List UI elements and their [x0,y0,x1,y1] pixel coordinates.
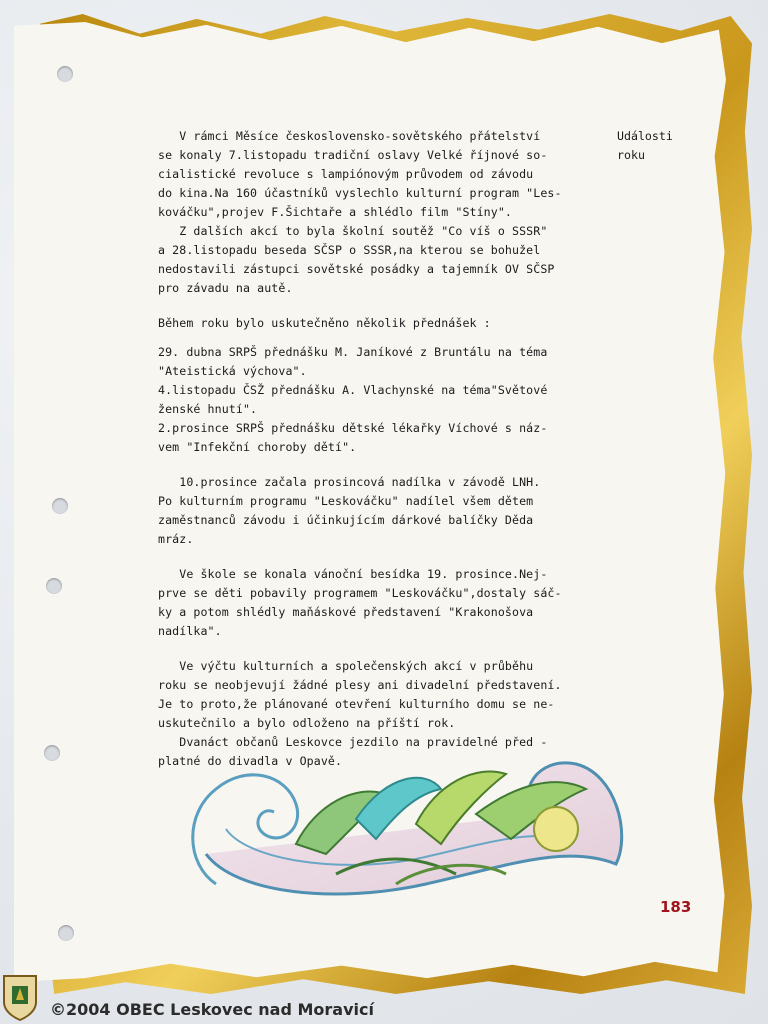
punch-hole [52,498,68,514]
margin-note [617,127,707,165]
text-line: mráz. [158,532,194,546]
footer [0,994,768,1024]
text-line: uskutečnilo a bylo odloženo na příští rok. [158,716,456,730]
text-line: ženské hnutí". [158,402,258,416]
punch-hole [57,66,73,82]
text-line: Je to proto,že plánované otevření kulturního domu se ne- [158,697,555,711]
text-line: Po kulturním programu "Leskováčku" nadílel všem dětem [158,494,534,508]
text-line: se konaly 7.listopadu tradiční oslavy Velké říjnové so- [158,148,548,162]
text-line: pro závadu na autě. [158,281,293,295]
decorative-scroll-ornament [176,734,636,916]
text-line: 2.prosince SRPŠ přednášku dětské lékařky Víchové s náz- [158,421,548,435]
text-line: do kina.Na 160 účastníků vyslechlo kulturní program "Les- [158,186,562,200]
text-line: 10.prosince začala prosincová nadílka v závodě LNH. [158,475,541,489]
punch-hole [46,578,62,594]
text-line: Dvanáct občanů Leskovce jezdilo na pravidelné před - [158,735,548,749]
text-line: prve se děti pobavily programem "Leskováčku",dostaly sáč- [158,586,562,600]
text-line: kováčku",projev F.Šichtaře a shlédlo film "Stíny". [158,205,513,219]
text-line: vem "Infekční choroby dětí". [158,440,357,454]
text-line: Ve škole se konala vánoční besídka 19. prosince.Nej- [158,567,548,581]
text-line: Z dalších akcí to byla školní soutěž "Co víš o SSSR" [158,224,548,238]
text-line: zaměstnanců závodu i účinkujícím dárkové balíčky Děda [158,513,534,527]
text-line: nedostavili zástupci sovětské posádky a tajemník OV SČSP [158,262,555,276]
text-line: a 28.listopadu beseda SČSP o SSSR,na kterou se bohužel [158,243,541,257]
text-line: "Ateistická výchova". [158,364,307,378]
text-line: 4.listopadu ČSŽ přednášku A. Vlachynské na téma"Světové [158,383,548,397]
text-line: platné do divadla v Opavě. [158,754,343,768]
chronicle-text [158,127,618,771]
text-line: roku se neobjevují žádné plesy ani divadelní představení. [158,678,562,692]
page-number: 183 [660,898,692,916]
text-line: Během roku bylo uskutečněno několik přednášek : [158,316,491,330]
text-line: ky a potom shlédly maňáskové představení "Krakonošova [158,605,534,619]
text-line: 29. dubna SRPŠ přednášku M. Janíkové z Bruntálu na téma [158,345,548,359]
punch-hole [58,925,74,941]
margin-note-line: roku [617,148,645,162]
text-line: nadílka". [158,624,222,638]
municipal-coat-of-arms-icon [2,974,38,1022]
punch-hole [44,745,60,761]
copyright-text: ©2004 OBEC Leskovec nad Moravicí [50,1000,374,1019]
margin-note-line: Události [617,129,673,143]
text-line: cialistické revoluce s lampiónovým průvodem od závodu [158,167,534,181]
text-line: Ve výčtu kulturních a společenských akcí v průběhu [158,659,534,673]
text-line: V rámci Měsíce československo-sovětského přátelství [158,129,541,143]
